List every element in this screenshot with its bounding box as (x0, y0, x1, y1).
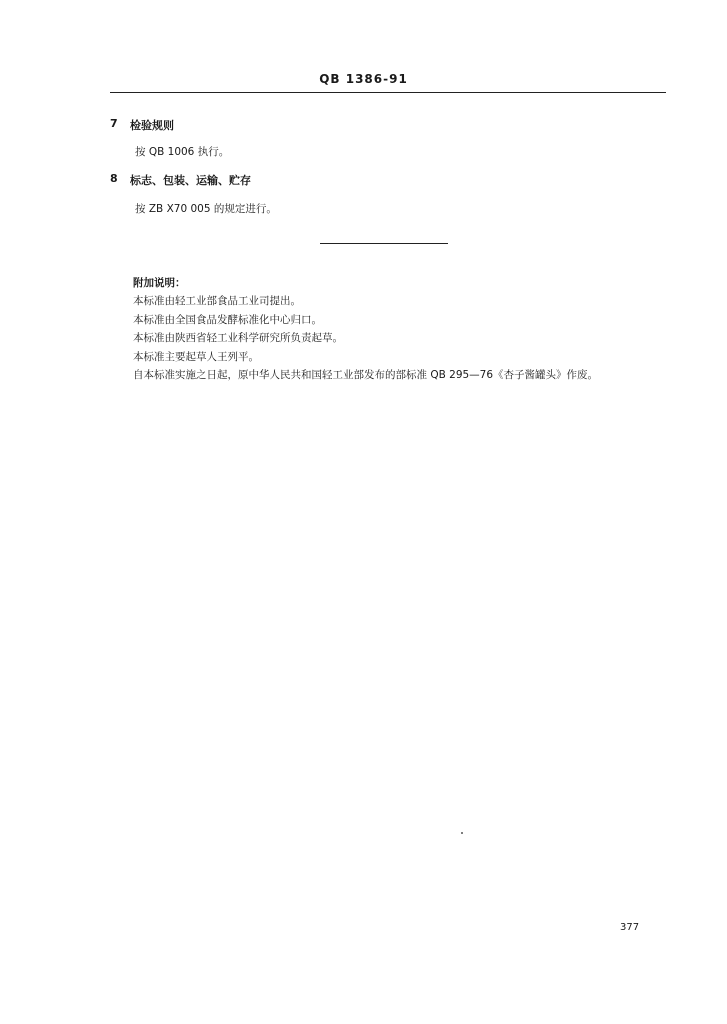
section-8-body: 按 ZB X70 005 的规定进行。 (135, 203, 277, 215)
note-line-drafter: 本标准主要起草人王列平。 (133, 350, 259, 363)
additional-notes (133, 274, 598, 384)
standard-code-header: QB 1386-91 (319, 72, 408, 86)
note-line-supersedes: 自本标准实施之日起，原中华人民共和国轻工业部发布的部标准 QB 295—76《杏子酱罐头》作废。 (133, 369, 599, 382)
section-divider (320, 243, 448, 244)
header-rule (110, 92, 666, 93)
scan-speck (461, 832, 463, 834)
page-number: 377 (620, 922, 640, 933)
note-line-administrator: 本标准由全国食品发酵标准化中心归口。 (133, 313, 322, 326)
notes-heading: 附加说明： (133, 277, 186, 289)
note-line-proposer: 本标准由轻工业部食品工业司提出。 (133, 295, 301, 308)
section-7-title: 检验规则 (130, 119, 174, 132)
note-line-drafting-unit: 本标准由陕西省轻工业科学研究所负责起草。 (133, 332, 343, 345)
section-8-number: 8 (110, 172, 118, 185)
section-8-title: 标志、包装、运输、贮存 (130, 174, 251, 187)
section-7-number: 7 (110, 117, 118, 130)
section-7-body: 按 QB 1006 执行。 (135, 146, 230, 158)
